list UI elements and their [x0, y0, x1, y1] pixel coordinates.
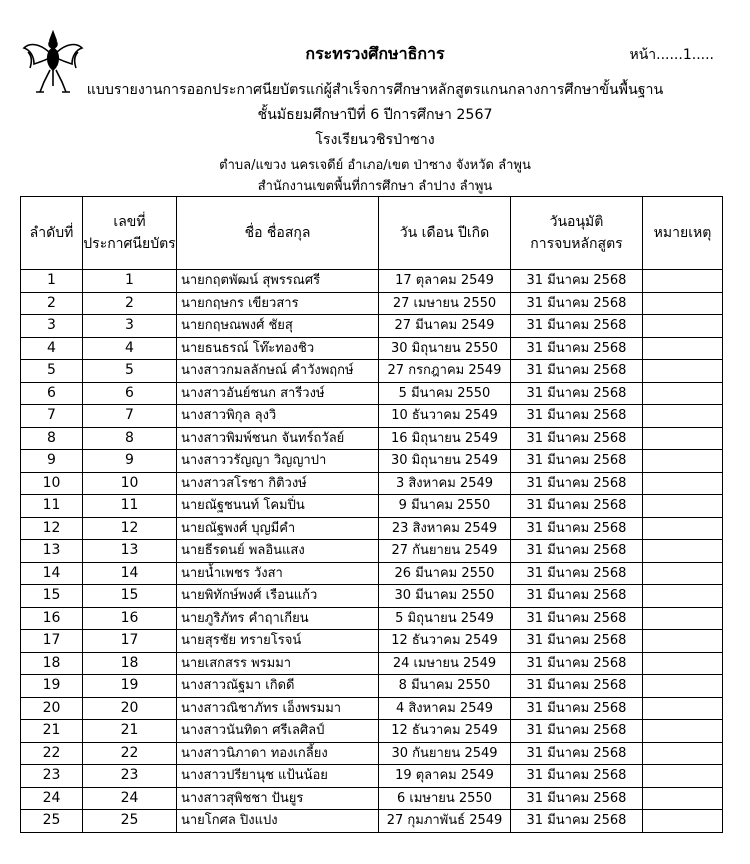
table-row	[21, 517, 723, 540]
table-row	[21, 585, 723, 608]
row-name: นายภูริภัทร คำฤาเกียน	[177, 607, 379, 630]
row-cert-no: 2	[83, 292, 177, 315]
table-row	[21, 675, 723, 698]
row-approve: 31 มีนาคม 2568	[511, 427, 643, 450]
table-row	[21, 562, 723, 585]
row-remark	[643, 270, 723, 293]
row-name: นายน้ำเพชร วังสา	[177, 562, 379, 585]
row-approve: 31 มีนาคม 2568	[511, 472, 643, 495]
row-cert-no: 14	[83, 562, 177, 585]
table-row	[21, 337, 723, 360]
row-birth: 6 เมษายน 2550	[379, 787, 511, 810]
row-remark	[643, 540, 723, 563]
row-remark	[643, 472, 723, 495]
row-birth: 8 มีนาคม 2550	[379, 675, 511, 698]
header-cert-no	[83, 197, 177, 270]
table-row	[21, 315, 723, 338]
row-cert-no: 12	[83, 517, 177, 540]
row-cert-no: 6	[83, 382, 177, 405]
table-row	[21, 270, 723, 293]
graduates-table	[20, 196, 723, 833]
row-cert-no: 8	[83, 427, 177, 450]
row-approve: 31 มีนาคม 2568	[511, 337, 643, 360]
header-cert-line2: ประกาศนียบัตร	[83, 236, 176, 252]
table-row	[21, 292, 723, 315]
row-seq: 25	[21, 810, 83, 833]
row-remark	[643, 765, 723, 788]
row-name: นายกฤษณพงศ์ ชัยสุ	[177, 315, 379, 338]
header-cert-line1: เลขที่	[113, 214, 146, 230]
row-seq: 10	[21, 472, 83, 495]
row-approve: 31 มีนาคม 2568	[511, 742, 643, 765]
table-row	[21, 405, 723, 428]
row-seq: 4	[21, 337, 83, 360]
row-name: นางสาวนิภาดา ทองเกลี้ยง	[177, 742, 379, 765]
row-approve: 31 มีนาคม 2568	[511, 360, 643, 383]
row-approve: 31 มีนาคม 2568	[511, 787, 643, 810]
row-birth: 30 กันยายน 2549	[379, 742, 511, 765]
row-remark	[643, 517, 723, 540]
row-approve: 31 มีนาคม 2568	[511, 607, 643, 630]
row-cert-no: 23	[83, 765, 177, 788]
row-seq: 12	[21, 517, 83, 540]
row-approve: 31 มีนาคม 2568	[511, 495, 643, 518]
row-remark	[643, 450, 723, 473]
row-birth: 24 เมษายน 2549	[379, 652, 511, 675]
row-birth: 30 มิถุนายน 2549	[379, 450, 511, 473]
row-birth: 26 มีนาคม 2550	[379, 562, 511, 585]
row-birth: 27 กรกฎาคม 2549	[379, 360, 511, 383]
row-approve: 31 มีนาคม 2568	[511, 675, 643, 698]
row-seq: 14	[21, 562, 83, 585]
row-cert-no: 4	[83, 337, 177, 360]
row-remark	[643, 630, 723, 653]
row-remark	[643, 562, 723, 585]
row-birth: 27 เมษายน 2550	[379, 292, 511, 315]
row-cert-no: 1	[83, 270, 177, 293]
school-name: โรงเรียนวชิรป่าซาง	[315, 132, 435, 148]
row-seq: 24	[21, 787, 83, 810]
row-name: นางสาววรัญญา วิญญาปา	[177, 450, 379, 473]
row-approve: 31 มีนาคม 2568	[511, 540, 643, 563]
row-remark	[643, 337, 723, 360]
row-cert-no: 17	[83, 630, 177, 653]
row-name: นางสาวนันทิดา ศรีเลศิลป์	[177, 720, 379, 743]
table-row	[21, 607, 723, 630]
row-name: นางสาวณิชาภัทร เอ็งพรมมา	[177, 697, 379, 720]
row-remark	[643, 495, 723, 518]
row-cert-no: 16	[83, 607, 177, 630]
row-birth: 5 มิถุนายน 2549	[379, 607, 511, 630]
row-birth: 30 มิถุนายน 2550	[379, 337, 511, 360]
row-seq: 5	[21, 360, 83, 383]
header-approve-line1: วันอนุมัติ	[549, 214, 604, 230]
row-approve: 31 มีนาคม 2568	[511, 270, 643, 293]
table-row	[21, 652, 723, 675]
row-cert-no: 13	[83, 540, 177, 563]
row-remark	[643, 585, 723, 608]
row-cert-no: 11	[83, 495, 177, 518]
row-seq: 13	[21, 540, 83, 563]
row-seq: 6	[21, 382, 83, 405]
row-seq: 21	[21, 720, 83, 743]
row-approve: 31 มีนาคม 2568	[511, 810, 643, 833]
header-approve-line2: การจบหลักสูตร	[530, 236, 623, 252]
row-cert-no: 20	[83, 697, 177, 720]
row-cert-no: 3	[83, 315, 177, 338]
row-remark	[643, 675, 723, 698]
row-cert-no: 25	[83, 810, 177, 833]
row-seq: 2	[21, 292, 83, 315]
row-birth: 27 กันยายน 2549	[379, 540, 511, 563]
row-cert-no: 7	[83, 405, 177, 428]
table-row	[21, 495, 723, 518]
row-seq: 11	[21, 495, 83, 518]
table-row	[21, 810, 723, 833]
row-name: นายธีรดนย์ พลอินแสง	[177, 540, 379, 563]
table-row	[21, 382, 723, 405]
row-seq: 17	[21, 630, 83, 653]
row-seq: 20	[21, 697, 83, 720]
row-name: นางสาวปรียานุช แป้นน้อย	[177, 765, 379, 788]
row-remark	[643, 292, 723, 315]
row-birth: 10 ธันวาคม 2549	[379, 405, 511, 428]
header-approve	[511, 197, 643, 270]
row-seq: 7	[21, 405, 83, 428]
row-cert-no: 5	[83, 360, 177, 383]
row-approve: 31 มีนาคม 2568	[511, 562, 643, 585]
table-header-row	[21, 197, 723, 270]
row-approve: 31 มีนาคม 2568	[511, 630, 643, 653]
report-title: แบบรายงานการออกประกาศนียบัตรแก่ผู้สำเร็จการศึกษาหลักสูตรแกนกลางการศึกษาขั้นพื้นฐาน	[86, 82, 664, 98]
row-remark	[643, 382, 723, 405]
row-birth: 30 มีนาคม 2550	[379, 585, 511, 608]
row-approve: 31 มีนาคม 2568	[511, 315, 643, 338]
row-birth: 3 สิงหาคม 2549	[379, 472, 511, 495]
row-name: นางสาวสโรชา กิติวงษ์	[177, 472, 379, 495]
table-row	[21, 742, 723, 765]
row-seq: 1	[21, 270, 83, 293]
row-birth: 12 ธันวาคม 2549	[379, 630, 511, 653]
row-name: นางสาวพิกุล ลุงวิ	[177, 405, 379, 428]
table-row	[21, 630, 723, 653]
row-birth: 12 ธันวาคม 2549	[379, 720, 511, 743]
row-name: นางสาวสุพิชชา ปันยูร	[177, 787, 379, 810]
table-row	[21, 472, 723, 495]
row-cert-no: 10	[83, 472, 177, 495]
table-row	[21, 787, 723, 810]
header-birth: วัน เดือน ปีเกิด	[379, 197, 511, 270]
row-remark	[643, 405, 723, 428]
row-seq: 8	[21, 427, 83, 450]
row-remark	[643, 697, 723, 720]
row-seq: 22	[21, 742, 83, 765]
table-row	[21, 720, 723, 743]
row-remark	[643, 427, 723, 450]
page-number: หน้า......1.....	[629, 47, 714, 63]
table-row	[21, 540, 723, 563]
table-row	[21, 450, 723, 473]
row-seq: 16	[21, 607, 83, 630]
education-office-line: สำนักงานเขตพื้นที่การศึกษา ลำปาง ลำพูน	[257, 179, 493, 194]
row-name: นายกฤษกร เขียวสาร	[177, 292, 379, 315]
row-name: นายณัฐชนนท์ โคมปิ่น	[177, 495, 379, 518]
table-row	[21, 360, 723, 383]
row-approve: 31 มีนาคม 2568	[511, 720, 643, 743]
row-remark	[643, 652, 723, 675]
row-remark	[643, 810, 723, 833]
row-birth: 27 กุมภาพันธ์ 2549	[379, 810, 511, 833]
header-name: ชื่อ ชื่อสกุล	[177, 197, 379, 270]
row-remark	[643, 360, 723, 383]
row-name: นางสาวกมลลักษณ์ คำวังพฤกษ์	[177, 360, 379, 383]
row-remark	[643, 787, 723, 810]
row-approve: 31 มีนาคม 2568	[511, 697, 643, 720]
row-seq: 15	[21, 585, 83, 608]
ministry-title: กระทรวงศึกษาธิการ	[305, 44, 445, 63]
row-cert-no: 24	[83, 787, 177, 810]
row-birth: 16 มิถุนายน 2549	[379, 427, 511, 450]
row-approve: 31 มีนาคม 2568	[511, 652, 643, 675]
row-name: นายพิทักษ์พงศ์ เรือนแก้ว	[177, 585, 379, 608]
row-name: นายเสกสรร พรมมา	[177, 652, 379, 675]
row-cert-no: 21	[83, 720, 177, 743]
grade-year-line: ชั้นมัธยมศึกษาปีที่ 6 ปีการศึกษา 2567	[257, 107, 493, 123]
row-birth: 19 ตุลาคม 2549	[379, 765, 511, 788]
row-name: นายสุรชัย ทรายโรจน์	[177, 630, 379, 653]
row-birth: 4 สิงหาคม 2549	[379, 697, 511, 720]
row-seq: 3	[21, 315, 83, 338]
row-name: นายณัฐพงศ์ บุญมีคำ	[177, 517, 379, 540]
row-name: นายธนธรณ์ โท๊ะทองชิว	[177, 337, 379, 360]
table-row	[21, 697, 723, 720]
row-approve: 31 มีนาคม 2568	[511, 405, 643, 428]
row-cert-no: 9	[83, 450, 177, 473]
row-remark	[643, 742, 723, 765]
table-row	[21, 765, 723, 788]
row-cert-no: 22	[83, 742, 177, 765]
row-seq: 23	[21, 765, 83, 788]
row-birth: 5 มีนาคม 2550	[379, 382, 511, 405]
row-seq: 9	[21, 450, 83, 473]
row-approve: 31 มีนาคม 2568	[511, 517, 643, 540]
row-approve: 31 มีนาคม 2568	[511, 292, 643, 315]
row-seq: 19	[21, 675, 83, 698]
row-name: นางสาวณัฐมา เกิดดี	[177, 675, 379, 698]
row-name: นางสาวอันย์ชนก สารีวงษ์	[177, 382, 379, 405]
row-seq: 18	[21, 652, 83, 675]
row-birth: 9 มีนาคม 2550	[379, 495, 511, 518]
row-approve: 31 มีนาคม 2568	[511, 450, 643, 473]
row-birth: 27 มีนาคม 2549	[379, 315, 511, 338]
row-cert-no: 19	[83, 675, 177, 698]
location-line: ตำบล/แขวง นครเจดีย์ อำเภอ/เขต ป่าซาง จังหวัด ลำพูน	[219, 158, 531, 173]
header-seq: ลำดับที่	[21, 197, 83, 270]
row-name: นายกฤตพัฒน์ สุพรรณศรี	[177, 270, 379, 293]
table-row	[21, 427, 723, 450]
row-birth: 23 สิงหาคม 2549	[379, 517, 511, 540]
row-remark	[643, 315, 723, 338]
row-approve: 31 มีนาคม 2568	[511, 765, 643, 788]
row-name: นายโกศล ปิงแปง	[177, 810, 379, 833]
row-approve: 31 มีนาคม 2568	[511, 382, 643, 405]
row-cert-no: 18	[83, 652, 177, 675]
row-name: นางสาวพิมพ์ชนก จันทร์ถวัลย์	[177, 427, 379, 450]
row-birth: 17 ตุลาคม 2549	[379, 270, 511, 293]
row-remark	[643, 720, 723, 743]
row-approve: 31 มีนาคม 2568	[511, 585, 643, 608]
row-cert-no: 15	[83, 585, 177, 608]
header-remark: หมายเหตุ	[643, 197, 723, 270]
row-remark	[643, 607, 723, 630]
